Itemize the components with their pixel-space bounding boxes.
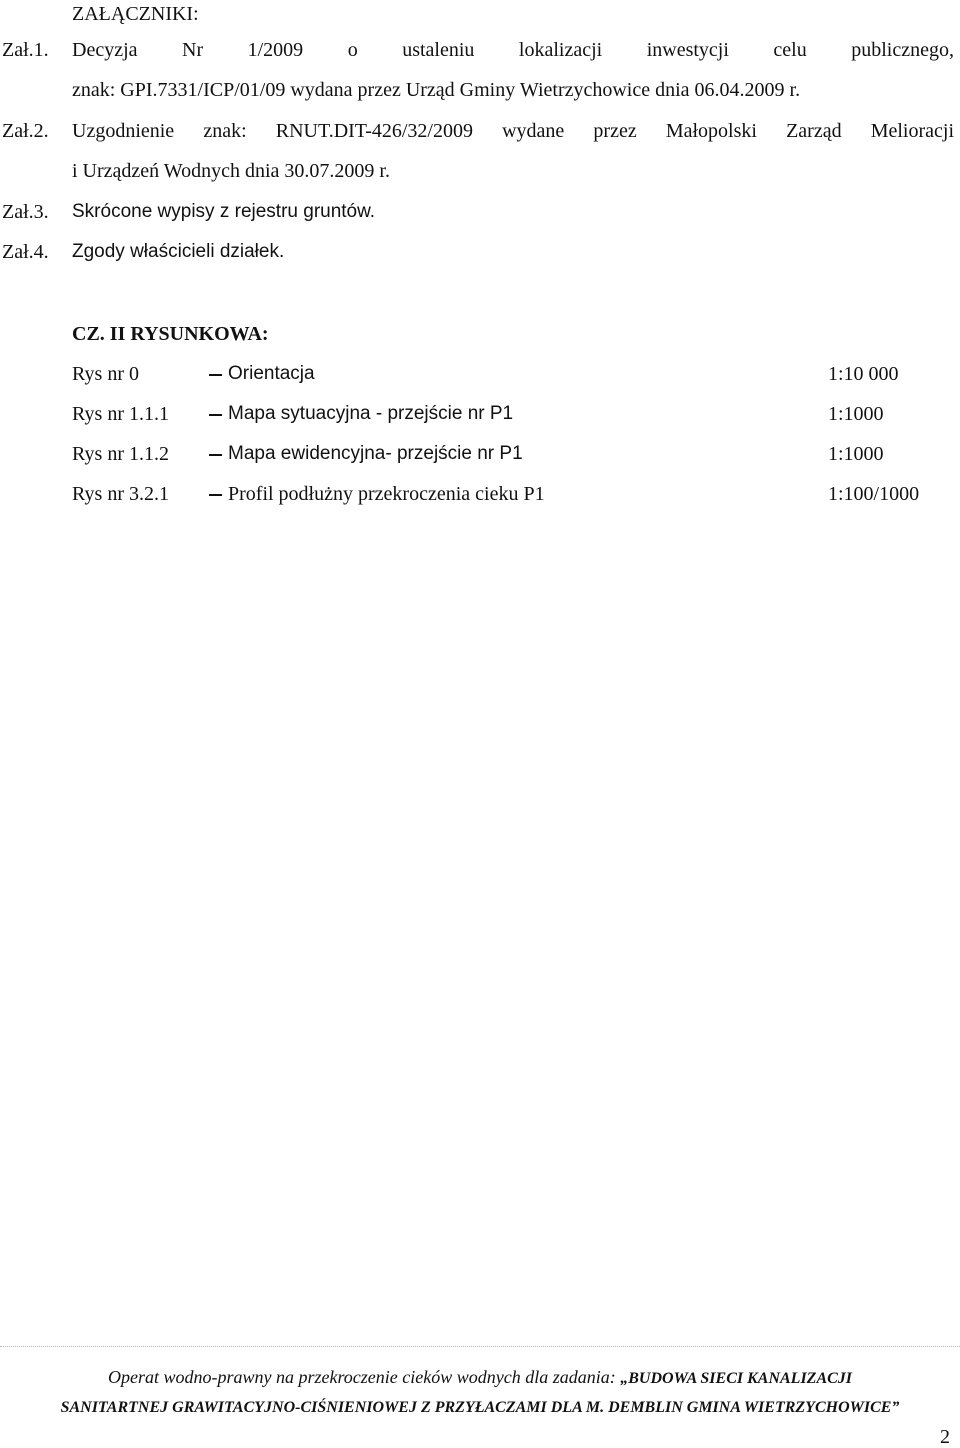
attachment-text-line: i Urządzeń Wodnych dnia 30.07.2009 r. bbox=[72, 160, 390, 182]
drawing-row bbox=[0, 402, 960, 426]
drawing-title: Profil podłużny przekroczenia cieku P1 bbox=[228, 483, 545, 505]
drawing-row bbox=[0, 362, 960, 386]
dash-separator bbox=[209, 374, 222, 376]
attachment-number: Zał.2. bbox=[2, 120, 49, 142]
attachment-text-line: Skrócone wypisy z rejestru gruntów. bbox=[72, 201, 376, 222]
footer-divider bbox=[0, 1346, 960, 1347]
footer-italic-text: Operat wodno-prawny na przekroczenie cieków wodnych dla zadania: bbox=[107, 1367, 621, 1387]
dash-separator bbox=[209, 494, 222, 496]
attachment-number: Zał.4. bbox=[2, 241, 49, 263]
footer-line-1 bbox=[0, 1366, 960, 1390]
attachment-text-line: Zgody właścicieli działek. bbox=[72, 241, 285, 262]
attachment-number: Zał.3. bbox=[2, 201, 49, 223]
footer-line-2: SANITARTNEJ GRAWITACYJNO-CIŚNIENIOWEJ Z PRZYŁACZAMI DLA M. DEMBLIN GMINA WIETRZYCHOWICE” bbox=[60, 1399, 900, 1416]
drawing-title: Orientacja bbox=[228, 363, 315, 384]
attachment-text-line: Decyzja Nr 1/2009 o ustaleniu lokalizacji inwestycji celu publicznego, bbox=[72, 39, 954, 61]
attachment-number: Zał.1. bbox=[2, 39, 49, 61]
attachment-text-line: Uzgodnienie znak: RNUT.DIT-426/32/2009 wydane przez Małopolski Zarząd Melioracji bbox=[72, 120, 954, 142]
drawing-code: Rys nr 1.1.2 bbox=[72, 443, 169, 465]
drawing-row bbox=[0, 482, 960, 506]
attachments-heading: ZAŁĄCZNIKI: bbox=[72, 3, 199, 25]
dash-separator bbox=[209, 454, 222, 456]
drawing-row bbox=[0, 442, 960, 466]
drawing-scale: 1:1000 bbox=[828, 443, 884, 465]
drawing-code: Rys nr 0 bbox=[72, 363, 139, 385]
footer-bold-text: „BUDOWA SIECI KANALIZACJI bbox=[620, 1370, 853, 1387]
drawing-title: Mapa ewidencyjna- przejście nr P1 bbox=[228, 443, 523, 464]
drawing-title: Mapa sytuacyjna - przejście nr P1 bbox=[228, 403, 514, 424]
drawing-code: Rys nr 1.1.1 bbox=[72, 403, 169, 425]
dash-separator bbox=[209, 414, 222, 416]
drawing-scale: 1:1000 bbox=[828, 403, 884, 425]
attachment-text-line: znak: GPI.7331/ICP/01/09 wydana przez Urząd Gminy Wietrzychowice dnia 06.04.2009 r. bbox=[72, 79, 801, 101]
drawing-scale: 1:100/1000 bbox=[828, 483, 920, 505]
drawing-scale: 1:10 000 bbox=[828, 363, 899, 385]
page-number: 2 bbox=[940, 1426, 950, 1448]
drawing-code: Rys nr 3.2.1 bbox=[72, 483, 169, 505]
drawings-section-title: CZ. II RYSUNKOWA: bbox=[72, 323, 269, 345]
